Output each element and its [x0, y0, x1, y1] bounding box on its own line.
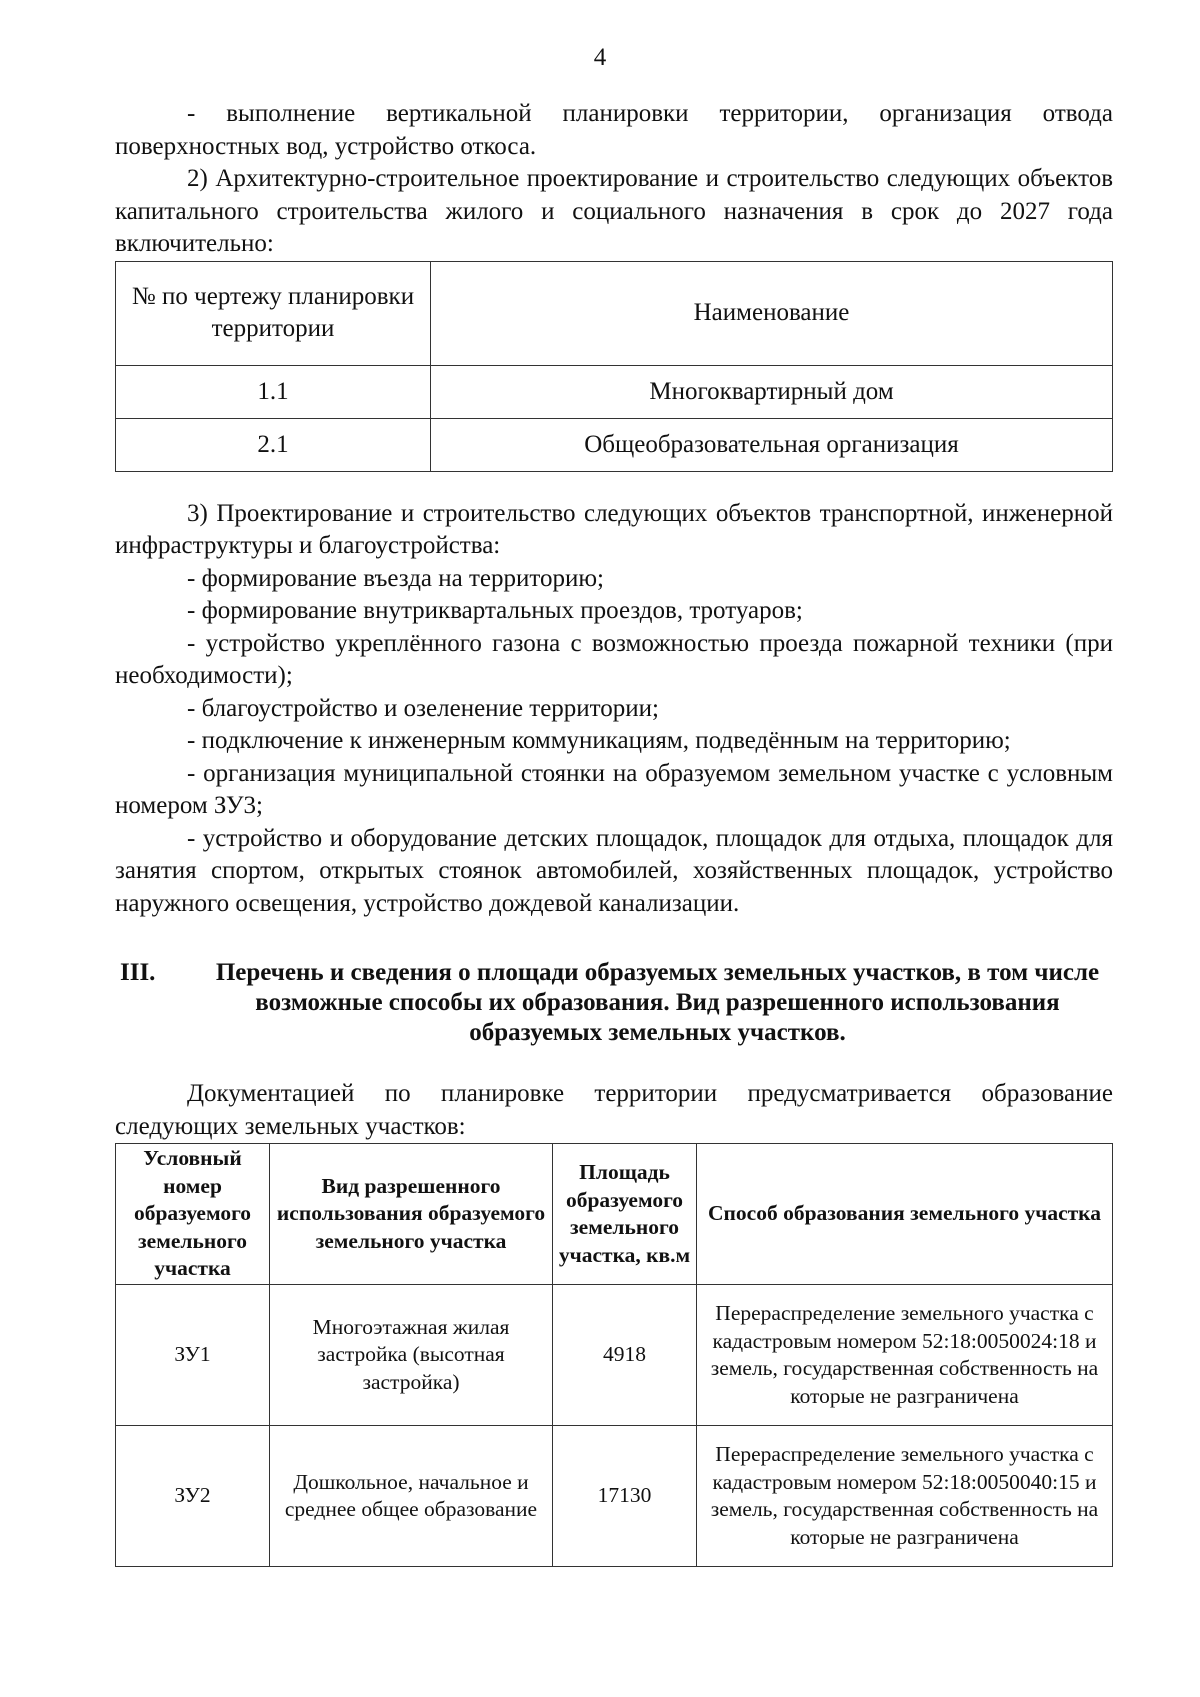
table-row — [116, 1285, 1113, 1426]
table-row — [116, 1426, 1113, 1567]
section-heading — [115, 958, 1113, 1048]
table-header-cell: № по чертежу планировки территории — [116, 261, 431, 365]
table-header-cell: Условный номер образуемого земельного участка — [116, 1144, 270, 1285]
table-cell: Дошкольное, начальное и среднее общее образование — [270, 1426, 553, 1567]
table-header-cell: Вид разрешенного использования образуемого земельного участка — [270, 1144, 553, 1285]
table-cell: 4918 — [553, 1285, 697, 1426]
land-plots-table — [115, 1143, 1113, 1567]
table-cell: ЗУ2 — [116, 1426, 270, 1567]
paragraph: 2) Архитектурно-строительное проектирование и строительство следующих объектов капитального строительства жилого и социального назначения в срок до 2027 года включительно: — [115, 165, 1113, 257]
list-item: - устройство и оборудование детских площадок, площадок для отдыха, площадок для занятия спортом, открытых стоянок автомобилей, хозяйственных площадок, устройство наружного освещения, устройство дождевой канализации. — [115, 824, 1113, 917]
table-header-row — [116, 261, 1113, 365]
table-cell: Многоквартирный дом — [431, 365, 1113, 418]
list-item: - подключение к инженерным коммуникациям, подведённым на территорию; — [187, 727, 1011, 754]
list-item: - организация муниципальной стоянки на образуемом земельном участке с условным номером ЗУ3; — [115, 759, 1113, 819]
page-content — [115, 98, 1113, 1567]
table-header-cell: Наименование — [431, 261, 1113, 365]
paragraph: 3) Проектирование и строительство следующих объектов транспортной, инженерной инфраструктуры и благоустройства: — [115, 499, 1113, 559]
objects-table — [115, 261, 1113, 472]
table-cell: 17130 — [553, 1426, 697, 1567]
section-number: III. — [120, 959, 156, 986]
table-cell: Перераспределение земельного участка с кадастровым номером 52:18:0050040:15 и земель, государственная собственность на которые не разграничена — [697, 1426, 1113, 1567]
list-item: - формирование внутриквартальных проездов, тротуаров; — [187, 597, 803, 624]
table-cell: 1.1 — [116, 365, 431, 418]
page-number: 4 — [593, 44, 607, 71]
table-cell: ЗУ1 — [116, 1285, 270, 1426]
section-title: Перечень и сведения о площади образуемых земельных участков, в том числе возможные способы их образования. Вид разрешенного использования образуемых земельных участков. — [215, 959, 1100, 1046]
table-row — [116, 365, 1113, 418]
table-header-cell: Площадь образуемого земельного участка, кв.м — [553, 1144, 697, 1285]
table-cell: Многоэтажная жилая застройка (высотная застройка) — [270, 1285, 553, 1426]
list-item: - устройство укреплённого газона с возможностью проезда пожарной техники (при необходимости); — [115, 629, 1113, 689]
table-row — [116, 418, 1113, 471]
table-header-row — [116, 1144, 1113, 1285]
list-item: - благоустройство и озеленение территории; — [187, 694, 659, 722]
table-header-cell: Способ образования земельного участка — [697, 1144, 1113, 1285]
table-cell: 2.1 — [116, 418, 431, 471]
paragraph: - выполнение вертикальной планировки территории, организация отвода поверхностных вод, устройство откоса. — [115, 100, 1113, 160]
list-item: - формирование въезда на территорию; — [187, 564, 604, 592]
table-cell: Общеобразовательная организация — [431, 418, 1113, 471]
paragraph: Документацией по планировке территории предусматривается образование следующих земельных участков: — [115, 1080, 1113, 1140]
table-cell: Перераспределение земельного участка с кадастровым номером 52:18:0050024:18 и земель, государственная собственность на которые не разграничена — [697, 1285, 1113, 1426]
